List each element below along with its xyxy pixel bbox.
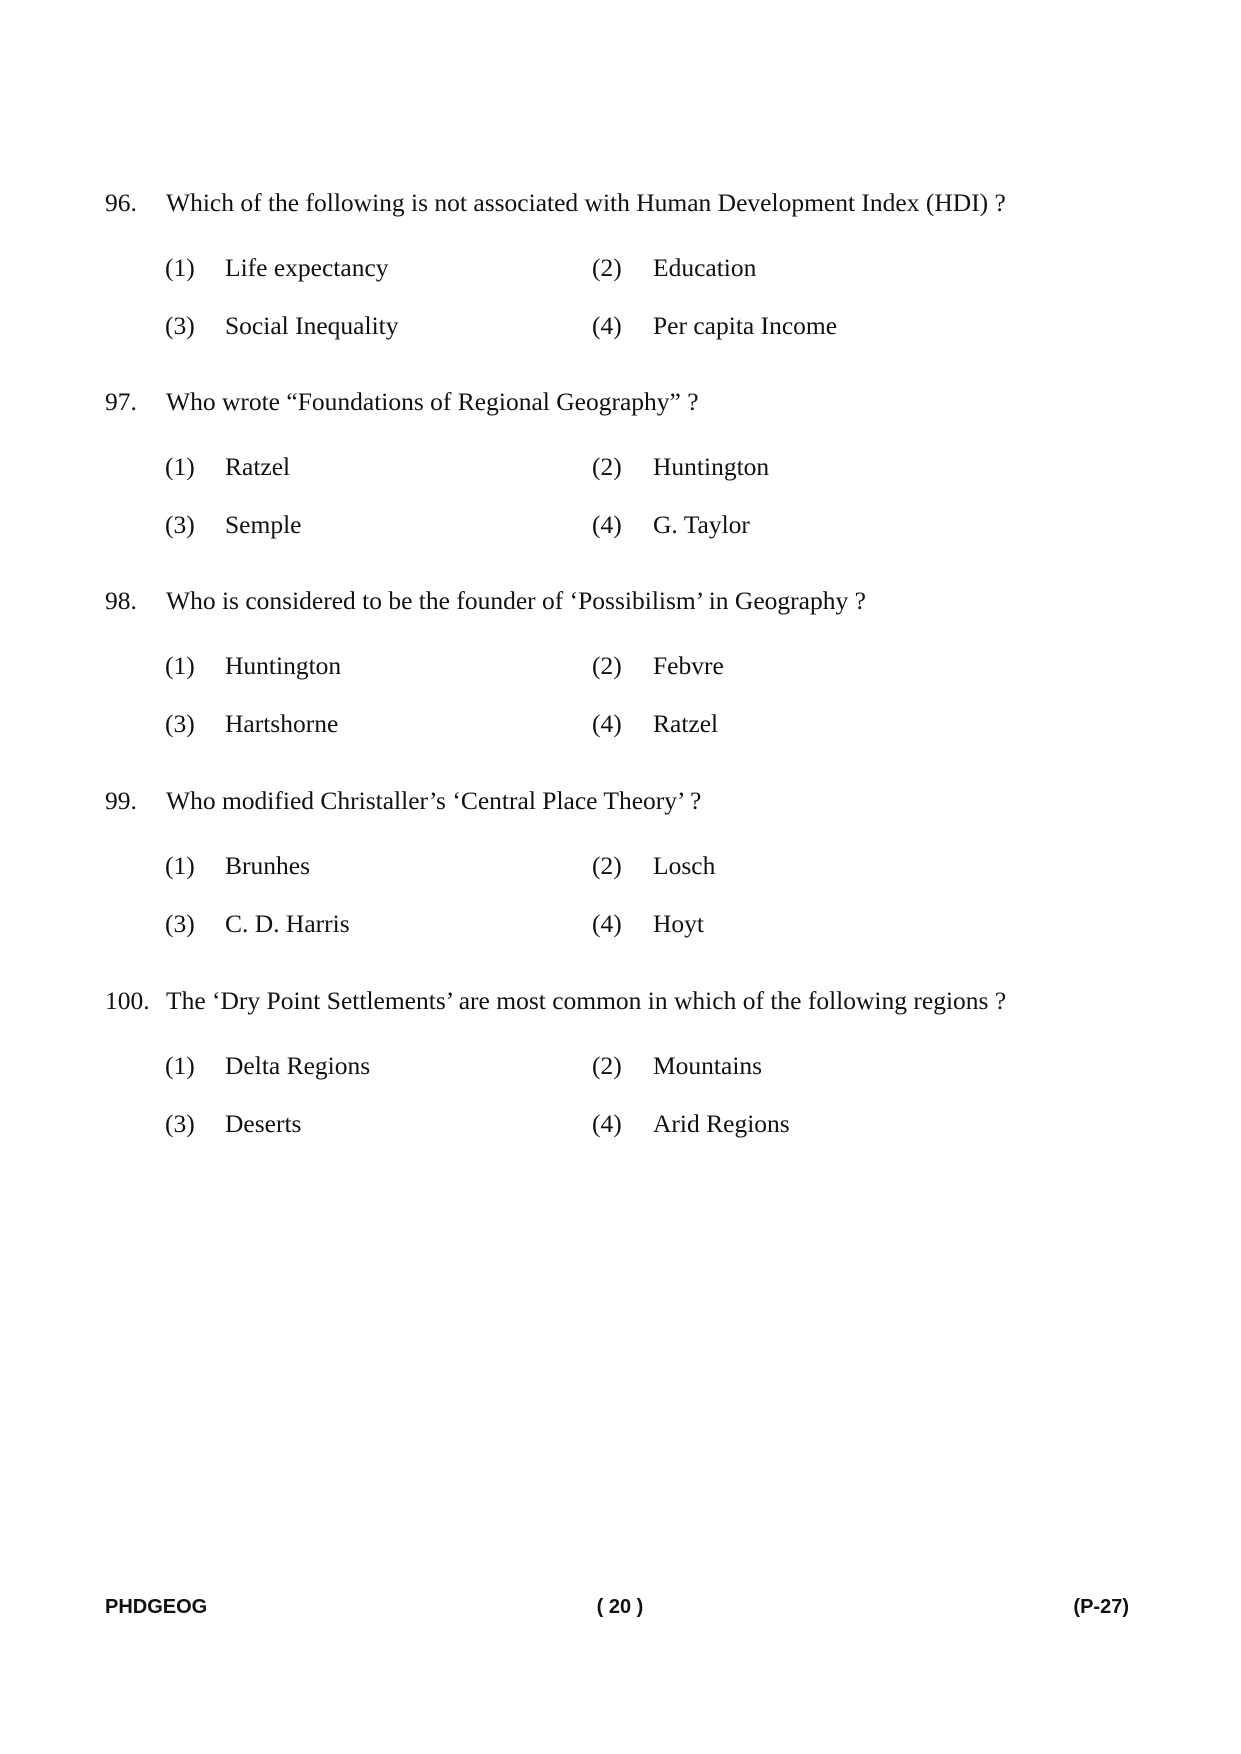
option-index: (4) xyxy=(592,510,622,539)
option-text: Brunhes xyxy=(225,851,310,880)
option-text: Huntington xyxy=(653,452,770,481)
option-index: (3) xyxy=(165,510,195,539)
option-index: (2) xyxy=(592,851,622,880)
option-index: (1) xyxy=(165,452,195,481)
question-text: Who wrote “Foundations of Regional Geography” ? xyxy=(166,387,699,416)
question-number: 99. xyxy=(105,786,137,815)
question-text: Who modified Christaller’s ‘Central Place Theory’ ? xyxy=(166,786,702,815)
question-text: Which of the following is not associated with Human Development Index (HDI) ? xyxy=(166,188,1006,217)
page-footer xyxy=(0,1592,1241,1622)
question-100 xyxy=(105,981,1145,1144)
option-index: (2) xyxy=(592,1051,622,1080)
option-index: (2) xyxy=(592,651,622,680)
option-index: (3) xyxy=(165,909,195,938)
option-text: Febvre xyxy=(653,651,724,680)
option-text: Ratzel xyxy=(653,709,719,738)
question-99 xyxy=(105,781,1145,944)
option-index: (1) xyxy=(165,1051,195,1080)
option-text: Hoyt xyxy=(653,909,704,938)
option-index: (3) xyxy=(165,709,195,738)
option-index: (2) xyxy=(592,253,622,282)
paper-set-code: (P-27) xyxy=(1073,1596,1129,1618)
option-index: (4) xyxy=(592,709,622,738)
question-number: 100. xyxy=(105,986,150,1015)
option-text: Mountains xyxy=(653,1051,763,1080)
option-text: Ratzel xyxy=(225,452,291,481)
option-text: Per capita Income xyxy=(653,311,838,340)
question-number: 97. xyxy=(105,387,137,416)
option-text: Huntington xyxy=(225,651,342,680)
question-number: 96. xyxy=(105,188,137,217)
option-text: C. D. Harris xyxy=(225,909,350,938)
option-text: Hartshorne xyxy=(225,709,339,738)
question-97 xyxy=(105,382,1145,545)
option-text: G. Taylor xyxy=(653,510,750,539)
question-number: 98. xyxy=(105,586,137,615)
option-text: Education xyxy=(653,253,757,282)
option-text: Arid Regions xyxy=(653,1109,790,1138)
option-text: Deserts xyxy=(225,1109,302,1138)
exam-code: PHDGEOG xyxy=(105,1596,208,1618)
option-text: Social Inequality xyxy=(225,311,399,340)
option-text: Semple xyxy=(225,510,302,539)
option-index: (4) xyxy=(592,1109,622,1138)
option-index: (1) xyxy=(165,253,195,282)
option-index: (1) xyxy=(165,651,195,680)
option-index: (4) xyxy=(592,909,622,938)
option-index: (4) xyxy=(592,311,622,340)
option-index: (2) xyxy=(592,452,622,481)
option-index: (3) xyxy=(165,1109,195,1138)
option-text: Delta Regions xyxy=(225,1051,371,1080)
page-number: ( 20 ) xyxy=(596,1596,644,1618)
question-96 xyxy=(105,183,1145,346)
option-index: (1) xyxy=(165,851,195,880)
question-text: The ‘Dry Point Settlements’ are most common in which of the following regions ? xyxy=(166,986,1007,1015)
question-text: Who is considered to be the founder of ‘Possibilism’ in Geography ? xyxy=(166,586,866,615)
option-index: (3) xyxy=(165,311,195,340)
option-text: Life expectancy xyxy=(225,253,389,282)
option-text: Losch xyxy=(653,851,716,880)
question-98 xyxy=(105,581,1145,744)
